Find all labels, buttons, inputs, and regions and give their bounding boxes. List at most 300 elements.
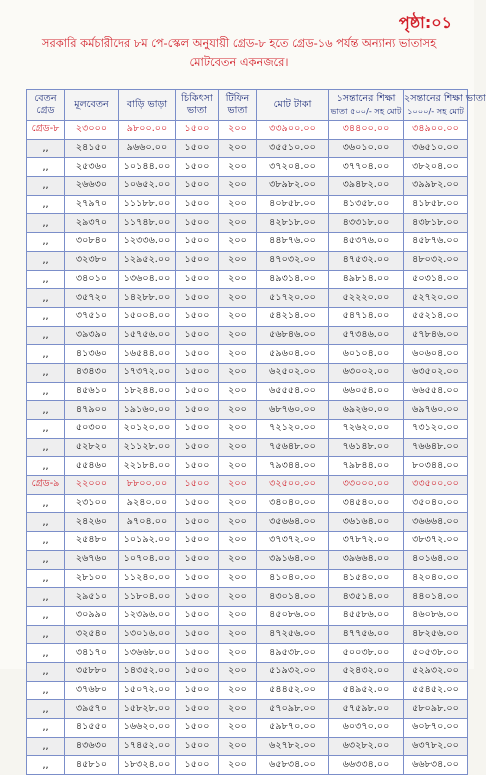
cell-edu-one-child: ৫৭৩৪৬.০০ bbox=[329, 326, 404, 345]
table-row bbox=[27, 195, 468, 214]
cell-edu-two-children: ৪৪০১৪.০০ bbox=[404, 588, 468, 607]
cell-edu-one-child: ৩৪৫৪০.০০ bbox=[329, 494, 404, 513]
cell-house-rent: ৯৭০৪.০০ bbox=[119, 513, 176, 532]
cell-grade: ,, bbox=[27, 737, 65, 756]
cell-house-rent: ২০১২০.০০ bbox=[119, 420, 176, 439]
cell-edu-one-child: ৫৪৭১৪.০০ bbox=[329, 307, 404, 326]
cell-medical: ১৫০০ bbox=[176, 363, 219, 382]
cell-basic: ৩২৩৮০ bbox=[65, 251, 119, 270]
cell-medical: ১৫০০ bbox=[176, 494, 219, 513]
table-row bbox=[27, 214, 468, 233]
cell-tiffin: ২০০ bbox=[219, 121, 257, 140]
cell-grade: ,, bbox=[27, 550, 65, 569]
table-row bbox=[27, 289, 468, 308]
cell-edu-one-child: ৬৬৩৩৪.০০ bbox=[329, 756, 404, 775]
heading-line-1: সরকারি কর্মচারীদের ৮ম পে-স্কেল অনুযায়ী গ্রেড-৮ হতে গ্রেড-১৬ পর্যন্ত অন্যান্য ভাতাসহ bbox=[41, 36, 437, 50]
cell-medical: ১৫০০ bbox=[176, 476, 219, 495]
cell-basic: ৩৯৫৭০ bbox=[65, 700, 119, 719]
header-edu-two-children: ২সন্তানের শিক্ষা ভাতা ১০০০/- সহ মোট bbox=[404, 90, 468, 121]
cell-medical: ১৫০০ bbox=[176, 606, 219, 625]
cell-medical: ১৫০০ bbox=[176, 532, 219, 551]
cell-edu-two-children: ৩৯৯৮২.০০ bbox=[404, 177, 468, 196]
cell-house-rent: ১৫০০৪.০০ bbox=[119, 307, 176, 326]
cell-edu-two-children: ৭৩১২০.০০ bbox=[404, 420, 468, 439]
cell-tiffin: ২০০ bbox=[219, 550, 257, 569]
table-row bbox=[27, 644, 468, 663]
table-row bbox=[27, 625, 468, 644]
cell-basic: ২৩০০০ bbox=[65, 121, 119, 140]
cell-basic: ৫২৮২০ bbox=[65, 438, 119, 457]
cell-total: ৩৮৯৮২.০০ bbox=[257, 177, 329, 196]
cell-edu-one-child: ৪১৩৫৮.০০ bbox=[329, 195, 404, 214]
cell-house-rent: ৮৮০০.০০ bbox=[119, 476, 176, 495]
cell-edu-one-child: ৪১৫৪০.০০ bbox=[329, 569, 404, 588]
cell-basic: ৩৭৫১০ bbox=[65, 307, 119, 326]
cell-grade: ,, bbox=[27, 681, 65, 700]
cell-medical: ১৫০০ bbox=[176, 401, 219, 420]
cell-basic: ৪৩৬৩০ bbox=[65, 737, 119, 756]
cell-grade: ,, bbox=[27, 345, 65, 364]
cell-edu-two-children: ৪৫৮৭৬.০০ bbox=[404, 233, 468, 252]
cell-grade: গ্রেড-৯ bbox=[27, 476, 65, 495]
cell-basic: ২৫৩৬০ bbox=[65, 158, 119, 177]
table-row bbox=[27, 457, 468, 476]
cell-house-rent: ২১১২৮.০০ bbox=[119, 438, 176, 457]
cell-edu-one-child: ৩৬০১০.০০ bbox=[329, 139, 404, 158]
cell-grade: গ্রেড-৮ bbox=[27, 121, 65, 140]
cell-tiffin: ২০০ bbox=[219, 719, 257, 738]
table-row bbox=[27, 158, 468, 177]
table-row bbox=[27, 382, 468, 401]
cell-basic: ২৭৯৭০ bbox=[65, 195, 119, 214]
cell-total: ৪৭২৫৬.০০ bbox=[257, 625, 329, 644]
salary-table bbox=[26, 89, 486, 775]
cell-grade: ,, bbox=[27, 195, 65, 214]
cell-edu-two-children: ৫৮০৯৮.০০ bbox=[404, 700, 468, 719]
cell-basic: ৩০৮৪০ bbox=[65, 233, 119, 252]
cell-basic: ৩০৯৯০ bbox=[65, 606, 119, 625]
cell-house-rent: ১৬৫৪৪.০০ bbox=[119, 345, 176, 364]
cell-house-rent: ১২৯৫২.০০ bbox=[119, 251, 176, 270]
cell-house-rent: ১০১৯২.০০ bbox=[119, 532, 176, 551]
table-row bbox=[27, 662, 468, 681]
cell-edu-two-children: ৬৬৫৫৪.০০ bbox=[404, 382, 468, 401]
cell-basic: ২৬৬৩০ bbox=[65, 177, 119, 196]
cell-tiffin: ২০০ bbox=[219, 606, 257, 625]
cell-house-rent: ১৫০৭২.০০ bbox=[119, 681, 176, 700]
cell-tiffin: ২০০ bbox=[219, 251, 257, 270]
cell-grade: ,, bbox=[27, 251, 65, 270]
cell-total: ৫৯৮৭০.০০ bbox=[257, 719, 329, 738]
cell-tiffin: ২০০ bbox=[219, 588, 257, 607]
cell-edu-two-children: ৩৩৫০০.০০ bbox=[404, 476, 468, 495]
cell-total: ৩২৫০০.০০ bbox=[257, 476, 329, 495]
cell-total: ৭৯৩৪৪.০০ bbox=[257, 457, 329, 476]
table-row bbox=[27, 681, 468, 700]
table-row bbox=[27, 606, 468, 625]
cell-edu-one-child: ৬৬০৫৪.০০ bbox=[329, 382, 404, 401]
cell-basic: ২৯৩৭০ bbox=[65, 214, 119, 233]
cell-grade: ,, bbox=[27, 625, 65, 644]
cell-total: ৩৭২০৪.০০ bbox=[257, 158, 329, 177]
cell-medical: ১৫০০ bbox=[176, 195, 219, 214]
cell-edu-two-children: ৫০৩১৪.০০ bbox=[404, 270, 468, 289]
cell-edu-two-children: ৭৬৬৪৮.০০ bbox=[404, 438, 468, 457]
cell-medical: ১৫০০ bbox=[176, 214, 219, 233]
table-row bbox=[27, 270, 468, 289]
cell-medical: ১৫০০ bbox=[176, 139, 219, 158]
cell-basic: ২৫৪৮০ bbox=[65, 532, 119, 551]
cell-edu-two-children: ৩৬৬৬৪.০০ bbox=[404, 513, 468, 532]
cell-edu-two-children: ৪৬০৮৬.০০ bbox=[404, 606, 468, 625]
cell-basic: ৩৪১৭০ bbox=[65, 644, 119, 663]
cell-edu-one-child: ৪৭৫৩২.০০ bbox=[329, 251, 404, 270]
cell-edu-one-child: ৪৯৮১৪.০০ bbox=[329, 270, 404, 289]
cell-tiffin: ২০০ bbox=[219, 756, 257, 775]
cell-house-rent: ১৬৬২০.০০ bbox=[119, 719, 176, 738]
cell-tiffin: ২০০ bbox=[219, 270, 257, 289]
cell-basic: ২৯৫১০ bbox=[65, 588, 119, 607]
cell-house-rent: ১৭৩৭২.০০ bbox=[119, 363, 176, 382]
header-basic: মূলবেতন bbox=[65, 90, 119, 121]
cell-medical: ১৫০০ bbox=[176, 756, 219, 775]
cell-grade: ,, bbox=[27, 569, 65, 588]
cell-edu-two-children: ৩৪৯০০.০০ bbox=[404, 121, 468, 140]
cell-tiffin: ২০০ bbox=[219, 420, 257, 439]
cell-medical: ১৫০০ bbox=[176, 644, 219, 663]
cell-basic: ৪৫৬১০ bbox=[65, 382, 119, 401]
cell-edu-one-child: ৩৯৪৮২.০০ bbox=[329, 177, 404, 196]
cell-total: ৩৫৫১০.০০ bbox=[257, 139, 329, 158]
cell-edu-one-child: ৪৭৭৫৬.০০ bbox=[329, 625, 404, 644]
cell-basic: ২২০০০ bbox=[65, 476, 119, 495]
cell-edu-two-children: ৪৩৮১৮.০০ bbox=[404, 214, 468, 233]
cell-tiffin: ২০০ bbox=[219, 681, 257, 700]
cell-grade: ,, bbox=[27, 532, 65, 551]
table-row bbox=[27, 569, 468, 588]
cell-tiffin: ২০০ bbox=[219, 345, 257, 364]
cell-edu-two-children: ৩৬৫১০.০০ bbox=[404, 139, 468, 158]
cell-medical: ১৫০০ bbox=[176, 289, 219, 308]
cell-house-rent: ১৫৭৫৬.০০ bbox=[119, 326, 176, 345]
cell-grade: ,, bbox=[27, 363, 65, 382]
table-row bbox=[27, 700, 468, 719]
cell-edu-one-child: ৬৩০০২.০০ bbox=[329, 363, 404, 382]
page-number: পৃষ্ঠা:০১ bbox=[398, 13, 452, 32]
cell-basic: ৩৫৮৮০ bbox=[65, 662, 119, 681]
cell-medical: ১৫০০ bbox=[176, 438, 219, 457]
cell-house-rent: ১৮২৪৪.০০ bbox=[119, 382, 176, 401]
cell-edu-one-child: ৪৫৫৮৬.০০ bbox=[329, 606, 404, 625]
cell-total: ৪৫০৮৬.০০ bbox=[257, 606, 329, 625]
cell-basic: ৪১৩৬০ bbox=[65, 345, 119, 364]
cell-basic: ২৪২৬০ bbox=[65, 513, 119, 532]
cell-edu-two-children: ৬৩৭৮২.০০ bbox=[404, 737, 468, 756]
cell-edu-one-child: ৫২২২০.০০ bbox=[329, 289, 404, 308]
cell-basic: ৪৩৪৩০ bbox=[65, 363, 119, 382]
cell-basic: ৩২৫৪০ bbox=[65, 625, 119, 644]
cell-tiffin: ২০০ bbox=[219, 438, 257, 457]
cell-edu-two-children: ৪০১৬৪.০০ bbox=[404, 550, 468, 569]
cell-edu-two-children: ৫২৭২০.০০ bbox=[404, 289, 468, 308]
table-row bbox=[27, 233, 468, 252]
cell-edu-two-children: ৪২০৪০.০০ bbox=[404, 569, 468, 588]
cell-medical: ১৫০০ bbox=[176, 177, 219, 196]
table-row bbox=[27, 401, 468, 420]
cell-medical: ১৫০০ bbox=[176, 719, 219, 738]
cell-house-rent: ৯২৪০.০০ bbox=[119, 494, 176, 513]
cell-house-rent: ১৩০১৬.০০ bbox=[119, 625, 176, 644]
cell-tiffin: ২০০ bbox=[219, 662, 257, 681]
cell-total: ৬৫৮৩৪.০০ bbox=[257, 756, 329, 775]
cell-medical: ১৫০০ bbox=[176, 550, 219, 569]
table-row bbox=[27, 177, 468, 196]
table-header-row bbox=[27, 90, 468, 121]
cell-grade: ,, bbox=[27, 326, 65, 345]
cell-grade: ,, bbox=[27, 307, 65, 326]
cell-grade: ,, bbox=[27, 401, 65, 420]
cell-grade: ,, bbox=[27, 270, 65, 289]
table-row bbox=[27, 476, 468, 495]
cell-medical: ১৫০০ bbox=[176, 681, 219, 700]
cell-edu-two-children: ৪১৮৫৮.০০ bbox=[404, 195, 468, 214]
cell-house-rent: ১০৭০৪.০০ bbox=[119, 550, 176, 569]
cell-basic: ৪১৫৫০ bbox=[65, 719, 119, 738]
cell-grade: ,, bbox=[27, 494, 65, 513]
cell-edu-two-children: ৫০৫৩৮.০০ bbox=[404, 644, 468, 663]
table-row bbox=[27, 121, 468, 140]
cell-tiffin: ২০০ bbox=[219, 401, 257, 420]
cell-medical: ১৫০০ bbox=[176, 420, 219, 439]
cell-total: ৬২৭৮২.০০ bbox=[257, 737, 329, 756]
cell-medical: ১৫০০ bbox=[176, 569, 219, 588]
cell-edu-one-child: ৭৬১৪৮.০০ bbox=[329, 438, 404, 457]
cell-edu-two-children: ৬৩৫০২.০০ bbox=[404, 363, 468, 382]
cell-edu-one-child: ৪৩৩১৮.০০ bbox=[329, 214, 404, 233]
cell-edu-two-children: ৩৮২০৪.০০ bbox=[404, 158, 468, 177]
cell-medical: ১৫০০ bbox=[176, 625, 219, 644]
cell-basic: ২৬৭৬০ bbox=[65, 550, 119, 569]
header-edu-one-child: ১সন্তানের শিক্ষা ভাতা ৫০০/- সহ মোট bbox=[329, 90, 404, 121]
cell-total: ৪৯৩১৪.০০ bbox=[257, 270, 329, 289]
cell-tiffin: ২০০ bbox=[219, 289, 257, 308]
cell-total: ৫৬৮৪৬.০০ bbox=[257, 326, 329, 345]
cell-house-rent: ১১৮০৪.০০ bbox=[119, 588, 176, 607]
cell-edu-two-children: ৮০৩৪৪.০০ bbox=[404, 457, 468, 476]
cell-edu-two-children: ৫৫৪৫২.০০ bbox=[404, 681, 468, 700]
cell-edu-one-child: ৭৯৮৪৪.০০ bbox=[329, 457, 404, 476]
cell-medical: ১৫০০ bbox=[176, 662, 219, 681]
cell-tiffin: ২০০ bbox=[219, 195, 257, 214]
cell-total: ৭৫৬৪৮.০০ bbox=[257, 438, 329, 457]
cell-total: ৪০৮৫৮.০০ bbox=[257, 195, 329, 214]
cell-total: ৩৭৩৭২.০০ bbox=[257, 532, 329, 551]
table-body bbox=[27, 121, 468, 775]
cell-edu-two-children: ৩৫০৪০.০০ bbox=[404, 494, 468, 513]
cell-basic: ৪৫৮১০ bbox=[65, 756, 119, 775]
cell-medical: ১৫০০ bbox=[176, 233, 219, 252]
cell-total: ৫১৭২০.০০ bbox=[257, 289, 329, 308]
table-row bbox=[27, 420, 468, 439]
cell-basic: ৪৭৯০০ bbox=[65, 401, 119, 420]
cell-edu-two-children: ৬৯৭৬০.০০ bbox=[404, 401, 468, 420]
cell-basic: ৩৭৬৮০ bbox=[65, 681, 119, 700]
cell-edu-two-children: ৪৮২৫৬.০০ bbox=[404, 625, 468, 644]
cell-medical: ১৫০০ bbox=[176, 513, 219, 532]
table-row bbox=[27, 438, 468, 457]
cell-tiffin: ২০০ bbox=[219, 494, 257, 513]
cell-grade: ,, bbox=[27, 513, 65, 532]
table-row bbox=[27, 139, 468, 158]
cell-edu-two-children: ৩৮৩৭২.০০ bbox=[404, 532, 468, 551]
cell-house-rent: ১২৩৩৬.০০ bbox=[119, 233, 176, 252]
cell-total: ৫৯৬০৪.০০ bbox=[257, 345, 329, 364]
cell-tiffin: ২০০ bbox=[219, 513, 257, 532]
cell-edu-one-child: ৫৭৫৯৮.০০ bbox=[329, 700, 404, 719]
cell-edu-one-child: ৩৪৪০০.০০ bbox=[329, 121, 404, 140]
cell-total: ৫৪৪৫২.০০ bbox=[257, 681, 329, 700]
cell-tiffin: ২০০ bbox=[219, 532, 257, 551]
cell-grade: ,, bbox=[27, 457, 65, 476]
document-heading bbox=[14, 34, 464, 72]
cell-tiffin: ২০০ bbox=[219, 644, 257, 663]
cell-grade: ,, bbox=[27, 700, 65, 719]
cell-house-rent: ১৫৮২৮.০০ bbox=[119, 700, 176, 719]
cell-medical: ১৫০০ bbox=[176, 270, 219, 289]
cell-house-rent: ১০৬৫২.০০ bbox=[119, 177, 176, 196]
cell-total: ৩৫৬৬৪.০০ bbox=[257, 513, 329, 532]
cell-basic: ৫৫৪৬০ bbox=[65, 457, 119, 476]
cell-total: ৪৩০১৪.০০ bbox=[257, 588, 329, 607]
cell-tiffin: ২০০ bbox=[219, 476, 257, 495]
cell-medical: ১৫০০ bbox=[176, 326, 219, 345]
table-row bbox=[27, 494, 468, 513]
cell-edu-one-child: ৩৭৮৭২.০০ bbox=[329, 532, 404, 551]
cell-edu-two-children: ৬৬৮৩৪.০০ bbox=[404, 756, 468, 775]
cell-grade: ,, bbox=[27, 588, 65, 607]
header-tiffin: টিফিন ভাতা bbox=[219, 90, 257, 121]
cell-tiffin: ২০০ bbox=[219, 569, 257, 588]
header-total: মোট টাকা bbox=[257, 90, 329, 121]
cell-grade: ,, bbox=[27, 662, 65, 681]
cell-tiffin: ২০০ bbox=[219, 158, 257, 177]
cell-total: ৩৪০৪০.০০ bbox=[257, 494, 329, 513]
cell-house-rent: ২২১৮৪.০০ bbox=[119, 457, 176, 476]
heading-line-2: মোটবেতন একনজরে। bbox=[189, 55, 289, 69]
cell-medical: ১৫০০ bbox=[176, 700, 219, 719]
header-medical: চিকিৎসা ভাতা bbox=[176, 90, 219, 121]
table-row bbox=[27, 588, 468, 607]
cell-total: ৫৪২১৪.০০ bbox=[257, 307, 329, 326]
cell-grade: ,, bbox=[27, 606, 65, 625]
cell-house-rent: ১৩৬৬৮.০০ bbox=[119, 644, 176, 663]
cell-basic: ২৮১০০ bbox=[65, 569, 119, 588]
cell-edu-one-child: ৭২৬২০.০০ bbox=[329, 420, 404, 439]
table-row bbox=[27, 345, 468, 364]
cell-edu-one-child: ৩৬১৬৪.০০ bbox=[329, 513, 404, 532]
cell-medical: ১৫০০ bbox=[176, 588, 219, 607]
cell-house-rent: ১৩৬০৪.০০ bbox=[119, 270, 176, 289]
cell-house-rent: ১৯১৬০.০০ bbox=[119, 401, 176, 420]
cell-house-rent: ১৭৪৫২.০০ bbox=[119, 737, 176, 756]
cell-medical: ১৫০০ bbox=[176, 737, 219, 756]
cell-medical: ১৫০০ bbox=[176, 121, 219, 140]
cell-total: ৬২৫০২.০০ bbox=[257, 363, 329, 382]
cell-house-rent: ১১৭৪৮.০০ bbox=[119, 214, 176, 233]
cell-grade: ,, bbox=[27, 644, 65, 663]
cell-tiffin: ২০০ bbox=[219, 737, 257, 756]
cell-edu-one-child: ৩৭৭০৪.০০ bbox=[329, 158, 404, 177]
cell-medical: ১৫০০ bbox=[176, 158, 219, 177]
table-row bbox=[27, 326, 468, 345]
cell-edu-two-children: ৬০৮৭০.০০ bbox=[404, 719, 468, 738]
table-row bbox=[27, 550, 468, 569]
cell-tiffin: ২০০ bbox=[219, 214, 257, 233]
cell-edu-one-child: ৩৩০০০.০০ bbox=[329, 476, 404, 495]
cell-edu-one-child: ৬০৩৭০.০০ bbox=[329, 719, 404, 738]
cell-total: ৪৪৮৭৬.০০ bbox=[257, 233, 329, 252]
cell-medical: ১৫০০ bbox=[176, 251, 219, 270]
cell-grade: ,, bbox=[27, 438, 65, 457]
cell-grade: ,, bbox=[27, 289, 65, 308]
table-row bbox=[27, 307, 468, 326]
cell-total: ৪৭০৩২.০০ bbox=[257, 251, 329, 270]
cell-tiffin: ২০০ bbox=[219, 326, 257, 345]
table-row bbox=[27, 719, 468, 738]
cell-house-rent: ১৪২৮৮.০০ bbox=[119, 289, 176, 308]
cell-house-rent: ১৮৩২৪.০০ bbox=[119, 756, 176, 775]
cell-basic: ২৪১৫০ bbox=[65, 139, 119, 158]
cell-basic: ৩৪০১০ bbox=[65, 270, 119, 289]
cell-edu-two-children: ৫২৯৩২.০০ bbox=[404, 662, 468, 681]
cell-grade: ,, bbox=[27, 756, 65, 775]
cell-house-rent: ৯৮০০.০০ bbox=[119, 121, 176, 140]
cell-tiffin: ২০০ bbox=[219, 177, 257, 196]
cell-grade: ,, bbox=[27, 139, 65, 158]
header-grade: বেতন গ্রেড bbox=[27, 90, 65, 121]
cell-edu-two-children: ৫৭৮৪৬.০০ bbox=[404, 326, 468, 345]
cell-grade: ,, bbox=[27, 158, 65, 177]
cell-tiffin: ২০০ bbox=[219, 363, 257, 382]
cell-tiffin: ২০০ bbox=[219, 233, 257, 252]
cell-total: ৬৫৫৫৪.০০ bbox=[257, 382, 329, 401]
header-house-rent: বাড়ি ভাড়া bbox=[119, 90, 176, 121]
cell-edu-two-children: ৪৮০৩২.০০ bbox=[404, 251, 468, 270]
cell-edu-two-children: ৫৫২১৪.০০ bbox=[404, 307, 468, 326]
table-row bbox=[27, 513, 468, 532]
cell-medical: ১৫০০ bbox=[176, 345, 219, 364]
cell-edu-one-child: ৬৯২৬০.০০ bbox=[329, 401, 404, 420]
cell-edu-one-child: ৪৩৫১৪.০০ bbox=[329, 588, 404, 607]
cell-tiffin: ২০০ bbox=[219, 457, 257, 476]
cell-total: ৫৭০৯৮.০০ bbox=[257, 700, 329, 719]
cell-edu-one-child: ৫৪৯৫২.০০ bbox=[329, 681, 404, 700]
cell-grade: ,, bbox=[27, 233, 65, 252]
cell-edu-one-child: ৬০১০৪.০০ bbox=[329, 345, 404, 364]
cell-basic: ৩৯৩৯০ bbox=[65, 326, 119, 345]
cell-total: ৪১০৪০.০০ bbox=[257, 569, 329, 588]
cell-house-rent: ১১১৮৮.০০ bbox=[119, 195, 176, 214]
cell-tiffin: ২০০ bbox=[219, 307, 257, 326]
table-row bbox=[27, 737, 468, 756]
cell-tiffin: ২০০ bbox=[219, 139, 257, 158]
cell-house-rent: ১২৩৯৬.০০ bbox=[119, 606, 176, 625]
cell-grade: ,, bbox=[27, 382, 65, 401]
cell-basic: ৫০৩০০ bbox=[65, 420, 119, 439]
cell-edu-one-child: ৪৫৩৭৬.০০ bbox=[329, 233, 404, 252]
cell-total: ৭২১২০.০০ bbox=[257, 420, 329, 439]
cell-total: ৪৯৫৩৮.০০ bbox=[257, 644, 329, 663]
